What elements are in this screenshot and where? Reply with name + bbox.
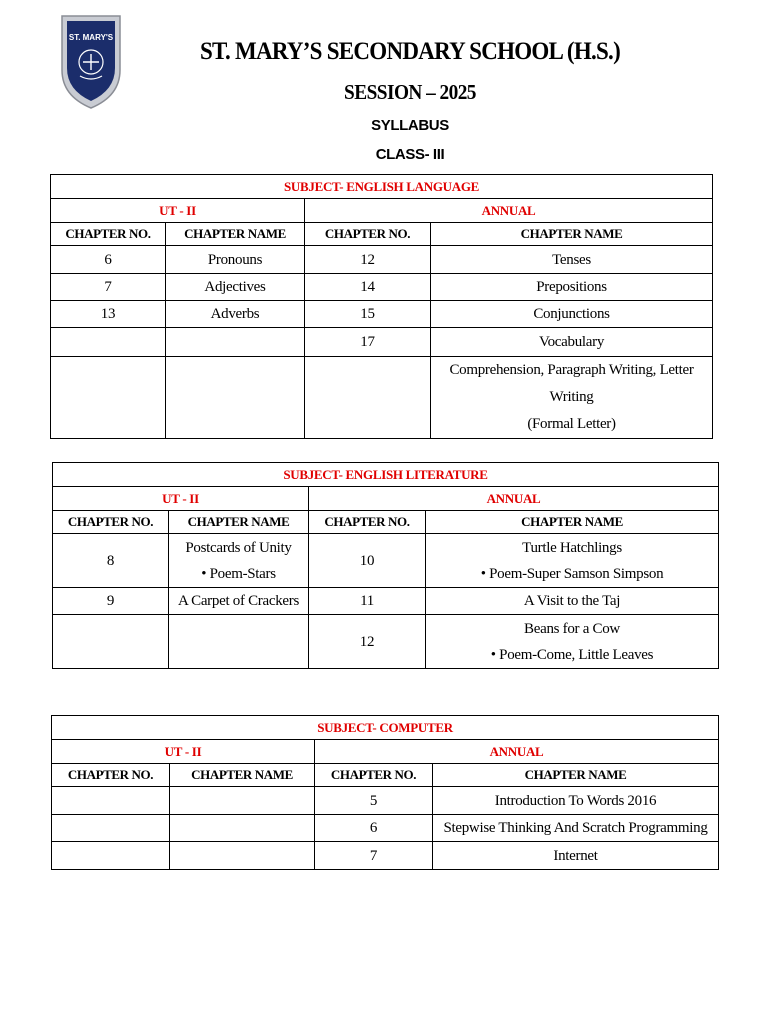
table-row — [51, 328, 713, 357]
col-header: CHAPTER NAME — [169, 511, 309, 534]
annual-chapter-no: 7 — [315, 842, 433, 870]
annual-chapter-name — [426, 615, 719, 669]
col-header: CHAPTER NAME — [426, 511, 719, 534]
annual-chapter-name: A Visit to the Taj — [426, 588, 719, 615]
ut-chapter-no: 9 — [53, 588, 169, 615]
col-header: CHAPTER NO. — [51, 223, 166, 246]
ut-chapter-no: 7 — [51, 274, 166, 301]
ut-chapter-name: A Carpet of Crackers — [169, 588, 309, 615]
annual-chapter-name — [426, 534, 719, 588]
annual-label: ANNUAL — [309, 487, 719, 511]
chapter-name-line: Turtle Hatchlings — [522, 539, 622, 556]
ut-chapter-no — [51, 357, 166, 439]
annual-chapter-name: Internet — [433, 842, 719, 870]
chapter-name-line: Comprehension, Paragraph Writing, Letter Writing — [449, 362, 694, 405]
table-row — [52, 787, 719, 815]
syllabus-title: SYLLABUS — [371, 117, 449, 134]
table-row — [53, 534, 719, 588]
table-row — [51, 301, 713, 328]
col-header: CHAPTER NAME — [431, 223, 713, 246]
ut-chapter-name: Adverbs — [166, 301, 305, 328]
chapter-name-line: Postcards of Unity — [185, 539, 292, 556]
col-header: CHAPTER NAME — [170, 764, 315, 787]
table-row — [51, 357, 713, 439]
table-row — [53, 615, 719, 669]
annual-label: ANNUAL — [305, 199, 713, 223]
annual-chapter-no: 6 — [315, 815, 433, 842]
annual-chapter-name: Stepwise Thinking And Scratch Programming — [433, 815, 719, 842]
english-language-table — [50, 174, 713, 439]
ut-label: UT - II — [52, 740, 315, 764]
annual-chapter-name: Vocabulary — [431, 328, 713, 357]
chapter-name-line: • Poem-Super Samson Simpson — [480, 565, 664, 582]
school-name: ST. MARY’S SECONDARY SCHOOL (H.S.) — [199, 38, 621, 65]
ut-chapter-no — [53, 615, 169, 669]
ut-chapter-no: 8 — [53, 534, 169, 588]
annual-chapter-no: 17 — [305, 328, 431, 357]
chapter-name-line: • Poem-Come, Little Leaves — [490, 646, 654, 663]
school-crest-logo — [58, 10, 124, 110]
annual-chapter-name: Prepositions — [431, 274, 713, 301]
ut-label: UT - II — [53, 487, 309, 511]
annual-chapter-no — [305, 357, 431, 439]
ut-chapter-no — [52, 787, 170, 815]
annual-chapter-name: Tenses — [431, 246, 713, 274]
ut-chapter-no — [51, 328, 166, 357]
chapter-name-line: (Formal Letter) — [527, 416, 616, 432]
chapter-name-line: Beans for a Cow — [524, 620, 620, 637]
annual-chapter-no: 12 — [309, 615, 426, 669]
annual-chapter-no: 5 — [315, 787, 433, 815]
computer-table — [51, 715, 719, 870]
ut-chapter-name — [170, 787, 315, 815]
subject-title: SUBJECT- ENGLISH LITERATURE — [53, 463, 719, 487]
col-header: CHAPTER NO. — [309, 511, 426, 534]
col-header: CHAPTER NO. — [305, 223, 431, 246]
table-row — [52, 815, 719, 842]
table-row — [52, 842, 719, 870]
annual-chapter-no: 12 — [305, 246, 431, 274]
annual-chapter-name: Introduction To Words 2016 — [433, 787, 719, 815]
table-row — [53, 588, 719, 615]
col-header: CHAPTER NO. — [53, 511, 169, 534]
ut-chapter-name — [169, 615, 309, 669]
annual-chapter-no: 14 — [305, 274, 431, 301]
crest-text: ST. MARY'S — [68, 33, 114, 42]
ut-chapter-name — [166, 357, 305, 439]
ut-chapter-name: Adjectives — [166, 274, 305, 301]
ut-chapter-no: 6 — [51, 246, 166, 274]
subject-title: SUBJECT- ENGLISH LANGUAGE — [51, 175, 713, 199]
ut-chapter-no — [52, 842, 170, 870]
ut-chapter-name — [166, 328, 305, 357]
annual-chapter-no: 15 — [305, 301, 431, 328]
english-literature-table — [52, 462, 719, 669]
annual-chapter-no: 10 — [309, 534, 426, 588]
ut-label: UT - II — [51, 199, 305, 223]
subject-title: SUBJECT- COMPUTER — [52, 716, 719, 740]
session-title: SESSION – 2025 — [344, 80, 476, 104]
col-header: CHAPTER NAME — [433, 764, 719, 787]
table-row — [51, 246, 713, 274]
class-title: CLASS- III — [375, 146, 445, 163]
ut-chapter-name: Pronouns — [166, 246, 305, 274]
ut-chapter-name — [170, 842, 315, 870]
ut-chapter-no: 13 — [51, 301, 166, 328]
ut-chapter-name — [169, 534, 309, 588]
annual-chapter-name — [431, 357, 713, 439]
col-header: CHAPTER NAME — [166, 223, 305, 246]
table-row — [51, 274, 713, 301]
ut-chapter-name — [170, 815, 315, 842]
annual-chapter-name: Conjunctions — [431, 301, 713, 328]
col-header: CHAPTER NO. — [52, 764, 170, 787]
col-header: CHAPTER NO. — [315, 764, 433, 787]
chapter-name-line: • Poem-Stars — [201, 565, 276, 582]
ut-chapter-no — [52, 815, 170, 842]
annual-chapter-no: 11 — [309, 588, 426, 615]
annual-label: ANNUAL — [315, 740, 719, 764]
